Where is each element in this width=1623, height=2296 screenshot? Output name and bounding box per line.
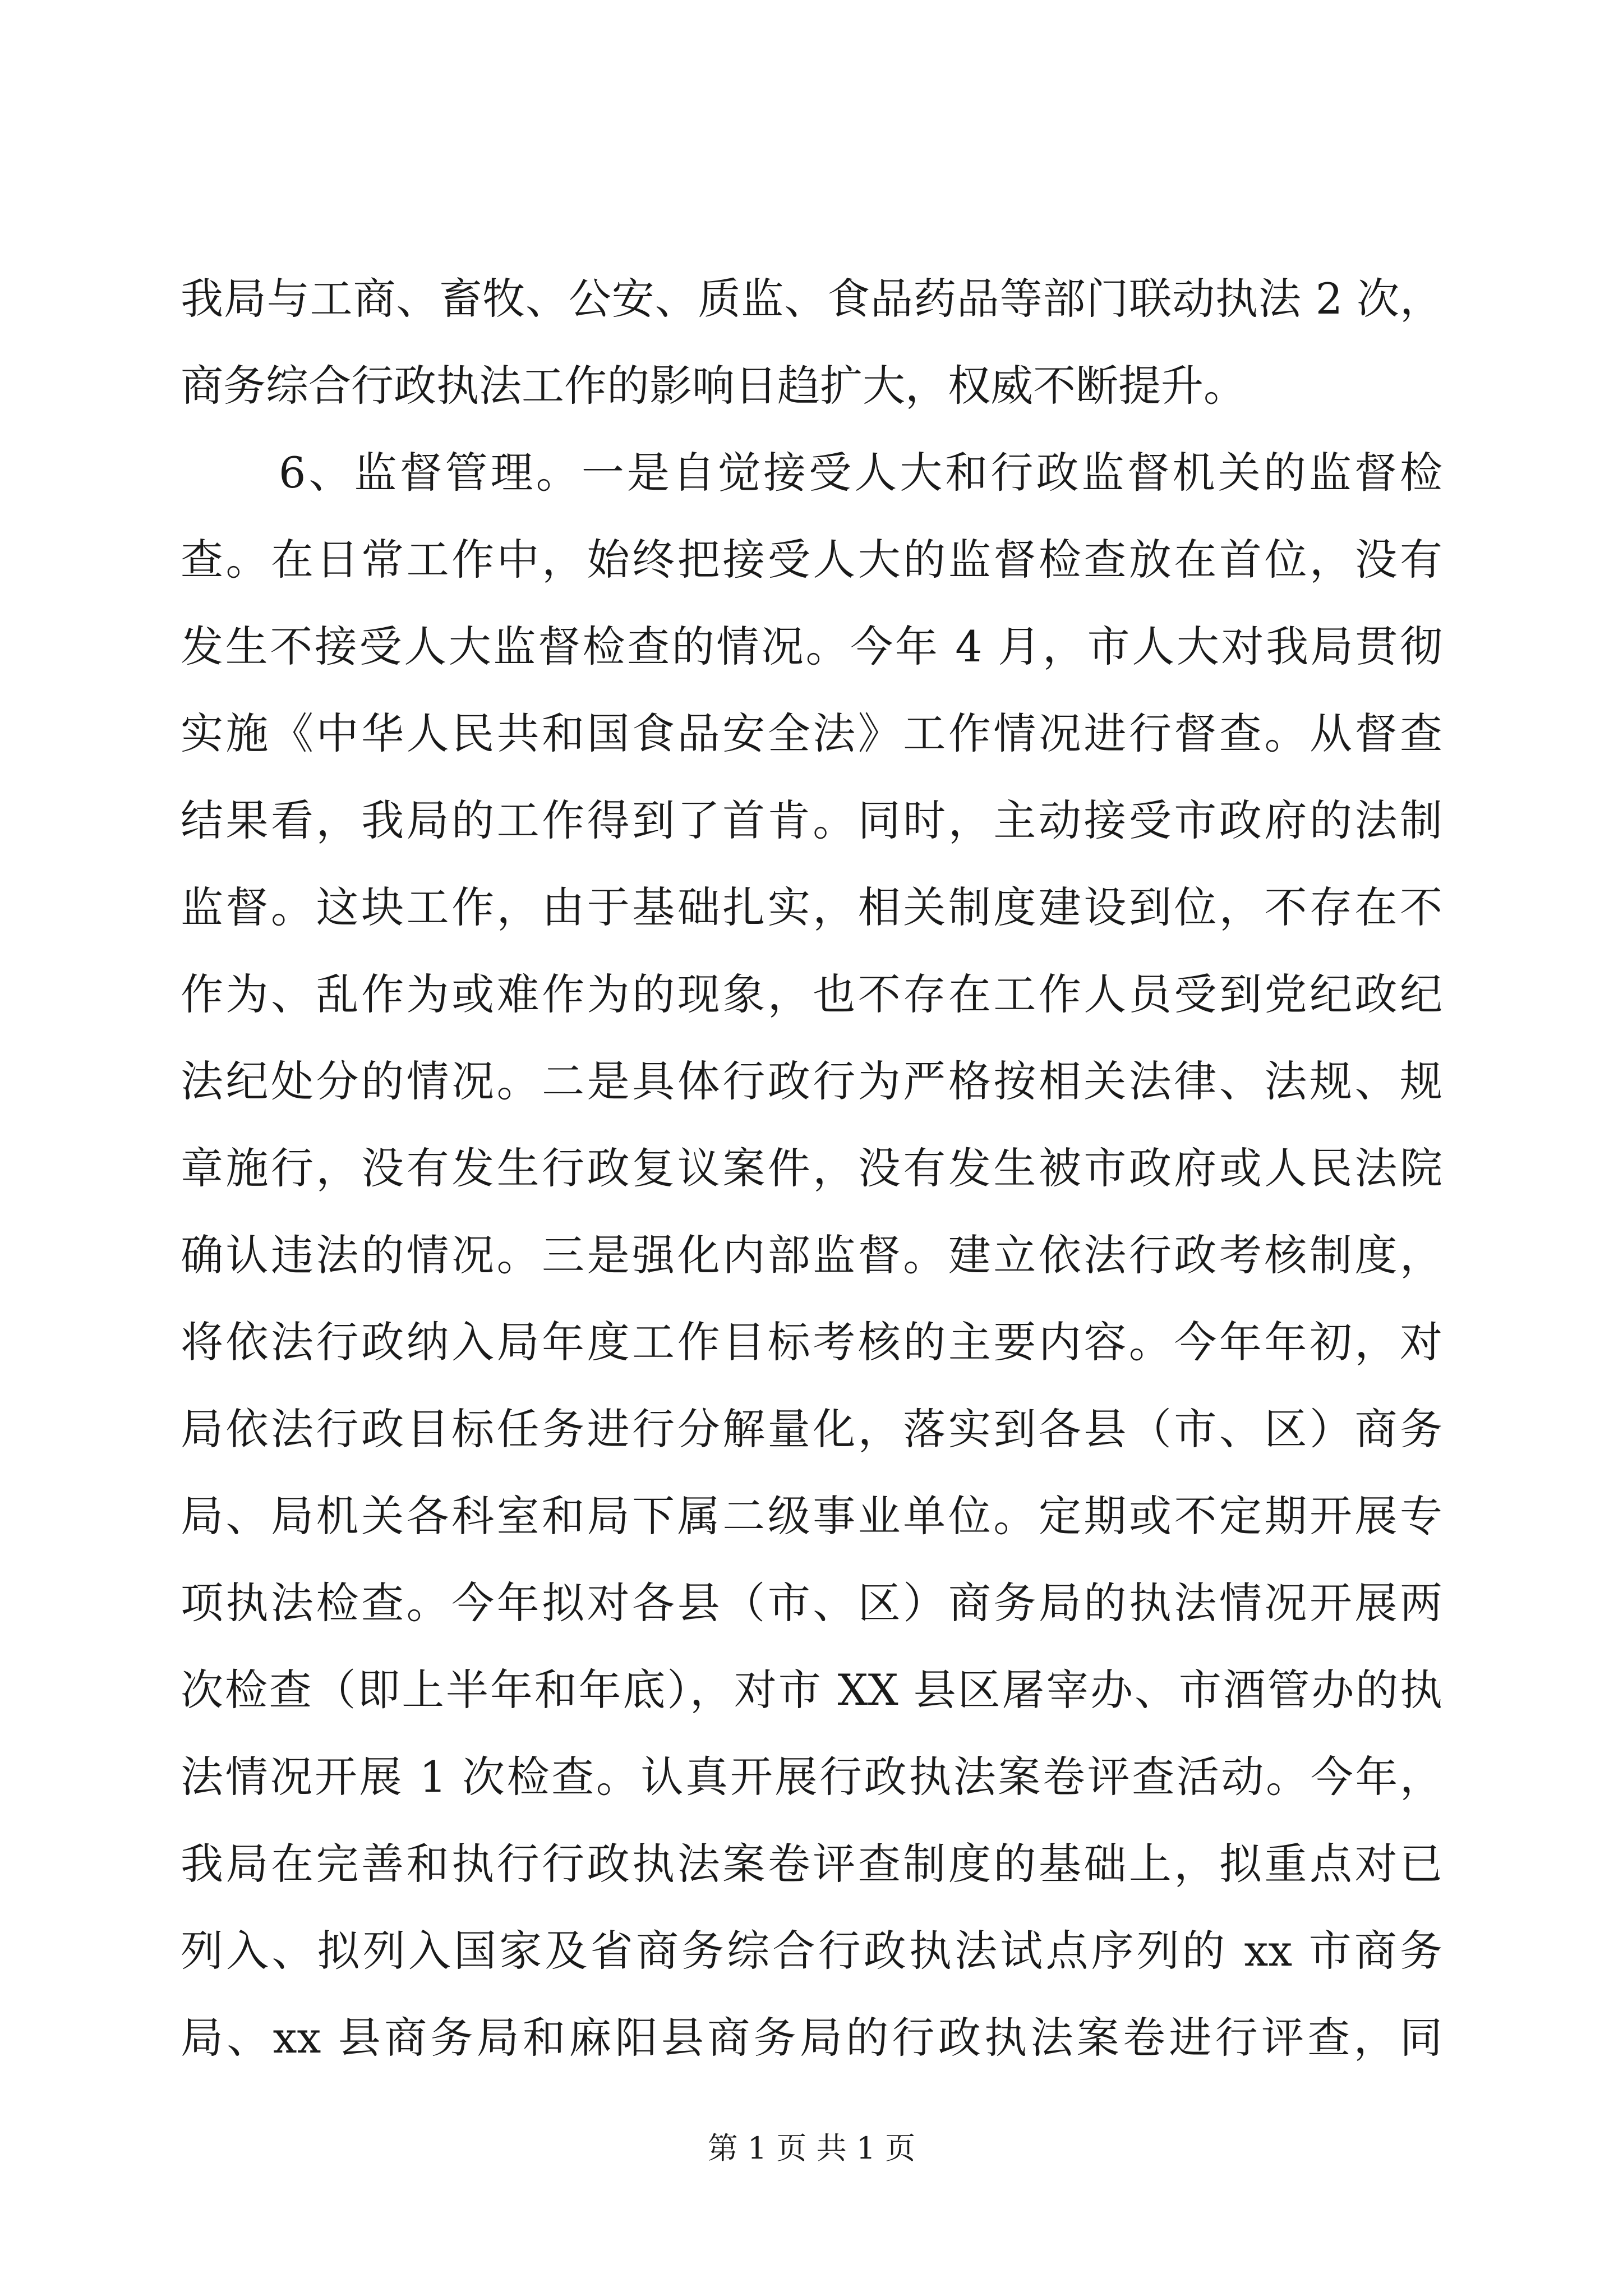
text-line: 我局在完善和执行行政执法案卷评查制度的基础上，拟重点对已 (181, 1839, 1442, 1889)
text-line: 次检查（即上半年和年底），对市 XX 县区屠宰办、市酒管办的执 (181, 1665, 1442, 1715)
text-line: 列入、拟列入国家及省商务综合行政执法试点序列的 xx 市商务 (181, 1926, 1442, 1976)
text-line: 将依法行政纳入局年度工作目标考核的主要内容。今年年初，对 (181, 1317, 1442, 1367)
text-line: 6、监督管理。一是自觉接受人大和行政监督机关的监督检 (279, 448, 1442, 498)
text-line: 法情况开展 1 次检查。认真开展行政执法案卷评查活动。今年， (181, 1752, 1442, 1802)
text-line: 局、局机关各科室和局下属二级事业单位。定期或不定期开展专 (181, 1491, 1442, 1541)
text-line: 章施行，没有发生行政复议案件，没有发生被市政府或人民法院 (181, 1143, 1442, 1193)
text-line: 项执法检查。今年拟对各县（市、区）商务局的执法情况开展两 (181, 1578, 1442, 1628)
text-line: 作为、乱作为或难作为的现象，也不存在工作人员受到党纪政纪 (181, 969, 1442, 1019)
page-number-footer: 第 1 页 共 1 页 (707, 2131, 916, 2166)
text-line: 发生不接受人大监督检查的情况。今年 4 月，市人大对我局贯彻 (181, 622, 1442, 671)
text-line: 确认违法的情况。三是强化内部监督。建立依法行政考核制度， (181, 1230, 1442, 1280)
text-line: 法纪处分的情况。二是具体行政行为严格按相关法律、法规、规 (181, 1056, 1442, 1106)
text-line: 商务综合行政执法工作的影响日趋扩大，权威不断提升。 (181, 361, 1246, 411)
text-line: 实施《中华人民共和国食品安全法》工作情况进行督查。从督查 (181, 708, 1442, 758)
text-line: 局、xx 县商务局和麻阳县商务局的行政执法案卷进行评查，同 (181, 2013, 1442, 2063)
text-line: 我局与工商、畜牧、公安、质监、食品药品等部门联动执法 2 次， (181, 274, 1442, 324)
text-line: 查。在日常工作中，始终把接受人大的监督检查放在首位，没有 (181, 535, 1442, 585)
text-line: 局依法行政目标任务进行分解量化，落实到各县（市、区）商务 (181, 1404, 1442, 1454)
text-line: 结果看，我局的工作得到了首肯。同时，主动接受市政府的法制 (181, 795, 1442, 845)
text-line: 监督。这块工作，由于基础扎实，相关制度建设到位，不存在不 (181, 882, 1442, 932)
body-text (181, 255, 1442, 2081)
